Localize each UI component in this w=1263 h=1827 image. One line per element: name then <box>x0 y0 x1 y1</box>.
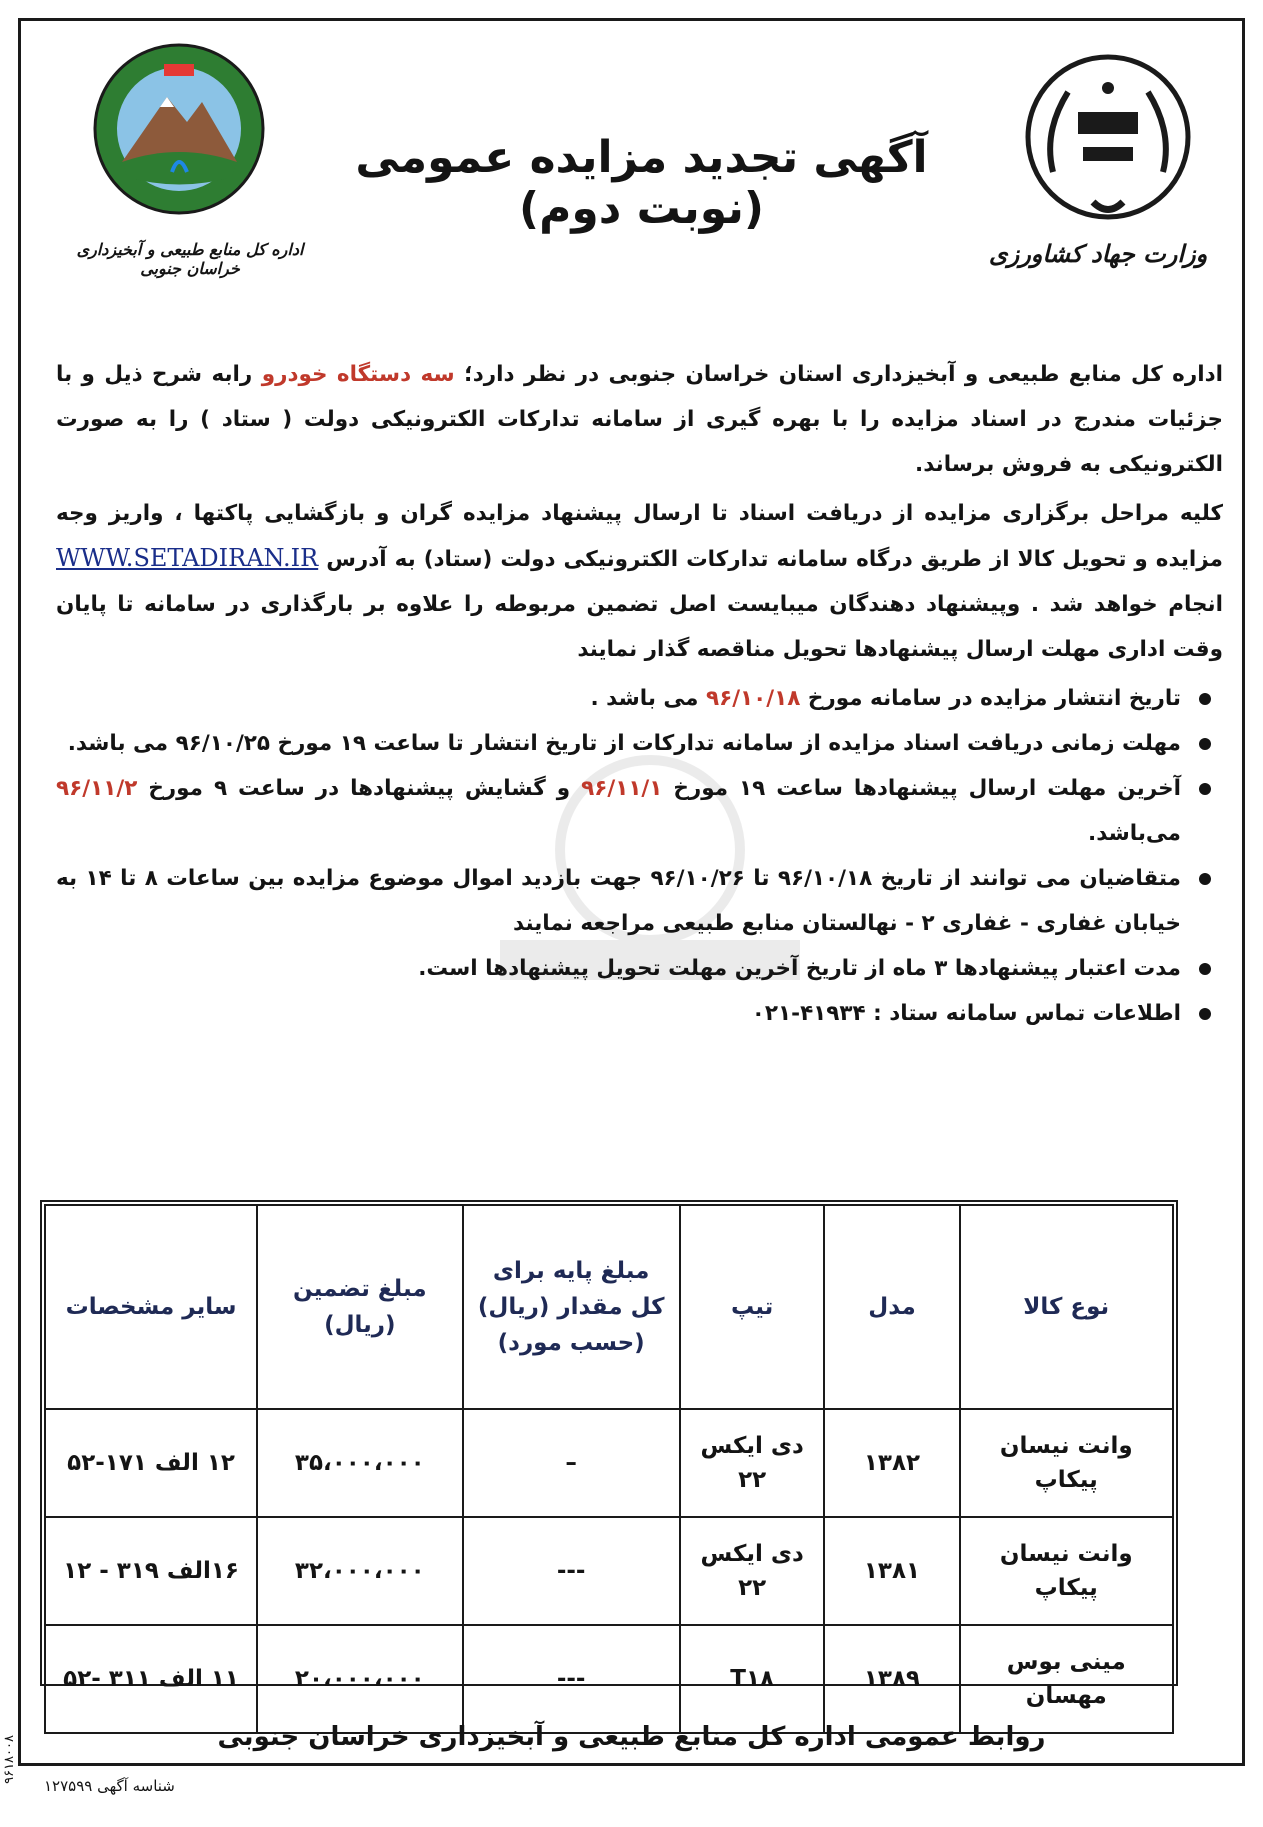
table-cell: T۱۸ <box>680 1625 825 1733</box>
list-item <box>56 946 1223 991</box>
publish-date: ۹۶/۱۰/۱۸ <box>705 686 801 711</box>
table-cell: ۳۲،۰۰۰،۰۰۰ <box>257 1517 462 1625</box>
bullet-text: تاریخ انتشار مزایده در سامانه مورخ <box>807 686 1181 711</box>
vehicles-table <box>44 1204 1174 1734</box>
table-row <box>45 1409 1173 1517</box>
col-header: نوع کالا <box>960 1205 1174 1409</box>
table-row <box>45 1517 1173 1625</box>
bullet-text: متقاضیان می توانند از تاریخ ۹۶/۱۰/۱۸ تا ۹۶/۱۰/۲۶ جهت بازدید اموال موضوع مزایده بین ساعات ۸ تا ۱۴ به خیابان غفاری - غفاری ۲ - نهالستان منابع طبیعی مراجعه نمایند <box>56 866 1181 936</box>
table-cell: ۱۳۸۹ <box>824 1625 959 1733</box>
table-header-row <box>45 1205 1173 1409</box>
intro-highlight: سه دستگاه خودرو <box>261 362 455 387</box>
setad-link[interactable]: WWW.SETADIRAN.IR <box>56 544 319 572</box>
table-cell: ۲۰،۰۰۰،۰۰۰ <box>257 1625 462 1733</box>
ministry-caption: وزارت جهاد کشاورزی <box>988 240 1208 268</box>
intro-text-2: رابه شرح ذیل و با جزئیات مندرج در اسناد مزایده را با بهره گیری از سامانه تدارکات الکترونیکی دولت ( ستاد ) را به صورت الکترونیکی به فروش برساند. <box>56 362 1223 477</box>
table-cell: ۱۳۸۲ <box>824 1409 959 1517</box>
bullet-text: مهلت زمانی دریافت اسناد مزایده از سامانه تدارکات از تاریخ انتشار تا ساعت ۱۹ مورخ ۹۶/۱۰/۲۵ می باشد. <box>67 731 1181 756</box>
bullet-text: اطلاعات تماس سامانه ستاد : ۴۱۹۳۴-۰۲۱ <box>751 1001 1181 1026</box>
col-header: سایر مشخصات <box>45 1205 257 1409</box>
col-header: تیپ <box>680 1205 825 1409</box>
table-cell: دی ایکس ۲۲ <box>680 1409 825 1517</box>
table-cell: وانت نیسان پیکاپ <box>960 1517 1174 1625</box>
intro-text-1: اداره کل منابع طبیعی و آبخیزداری استان خراسان جنوبی در نظر دارد؛ <box>464 362 1223 387</box>
process-paragraph <box>56 491 1223 672</box>
process-text-1: کلیه مراحل برگزاری مزایده از دریافت اسناد تا ارسال پیشنهاد مزایده گران و بازگشایی پاکتها ، واریز وجه مزایده و تحویل کالا از طریق درگاه سامانه تدارکات الکترونیکی دولت (ستاد) به آدرس <box>56 501 1223 572</box>
bullet-text: و گشایش پیشنهادها در ساعت ۹ مورخ <box>148 776 571 801</box>
table-cell: دی ایکس ۲۲ <box>680 1517 825 1625</box>
list-item <box>56 766 1223 856</box>
ad-title: آگهی تجدید مزایده عمومی (نوبت دوم) <box>355 132 928 234</box>
table-cell: مینی بوس مهسان <box>960 1625 1174 1733</box>
col-header: مدل <box>824 1205 959 1409</box>
signature: روابط عمومی اداره کل منابع طبیعی و آبخیزداری خراسان جنوبی <box>217 1722 1046 1752</box>
ad-body <box>56 352 1223 1036</box>
bullet-text: مدت اعتبار پیشنهادها ۳ ماه از تاریخ آخرین مهلت تحویل پیشنهادها است. <box>418 956 1181 981</box>
table-cell: وانت نیسان پیکاپ <box>960 1409 1174 1517</box>
list-item <box>56 721 1223 766</box>
natural-resources-logo-icon <box>92 42 267 217</box>
bullet-text: آخرین مهلت ارسال پیشنهادها ساعت ۱۹ مورخ <box>673 776 1181 801</box>
process-text-2: انجام خواهد شد . وپیشنهاد دهندگان میبایست اصل تضمین مربوطه را علاوه بر بارگذاری در سامانه تا پایان وقت اداری مهلت ارسال پیشنهادها تحویل مناقصه گذار نمایند <box>56 592 1223 662</box>
list-item <box>56 991 1223 1036</box>
list-item <box>56 856 1223 946</box>
intro-paragraph <box>56 352 1223 487</box>
bullet-text: می‌باشد. <box>1088 821 1181 846</box>
list-item <box>56 676 1223 721</box>
side-code: ۹۶۱۸۰۰۸ <box>2 1735 17 1784</box>
table-cell: ۱۶الف ۳۱۹ - ۱۲ <box>45 1517 257 1625</box>
opening-date: ۹۶/۱۱/۲ <box>56 776 138 801</box>
table-cell: --- <box>463 1517 680 1625</box>
ad-id: شناسه آگهی ۱۲۷۵۹۹ <box>44 1777 175 1795</box>
table-cell: ۱۱ الف ۳۱۱ -۵۲ <box>45 1625 257 1733</box>
table-cell: ۳۵،۰۰۰،۰۰۰ <box>257 1409 462 1517</box>
col-header: مبلغ تضمین (ریال) <box>257 1205 462 1409</box>
col-header: مبلغ پایه برای کل مقدار (ریال) (حسب مورد) <box>463 1205 680 1409</box>
bullet-text: می باشد . <box>590 686 699 711</box>
table-cell: – <box>463 1409 680 1517</box>
deadline-date: ۹۶/۱۱/۱ <box>581 776 663 801</box>
ministry-logo-icon <box>1023 52 1193 222</box>
conditions-list <box>56 676 1223 1036</box>
table-cell: ۱۳۸۱ <box>824 1517 959 1625</box>
table-cell: --- <box>463 1625 680 1733</box>
table-cell: ۱۲ الف ۱۷۱-۵۲ <box>45 1409 257 1517</box>
table-row <box>45 1625 1173 1733</box>
natural-resources-caption: اداره کل منابع طبیعی و آبخیزداری خراسان جنوبی <box>76 240 304 278</box>
